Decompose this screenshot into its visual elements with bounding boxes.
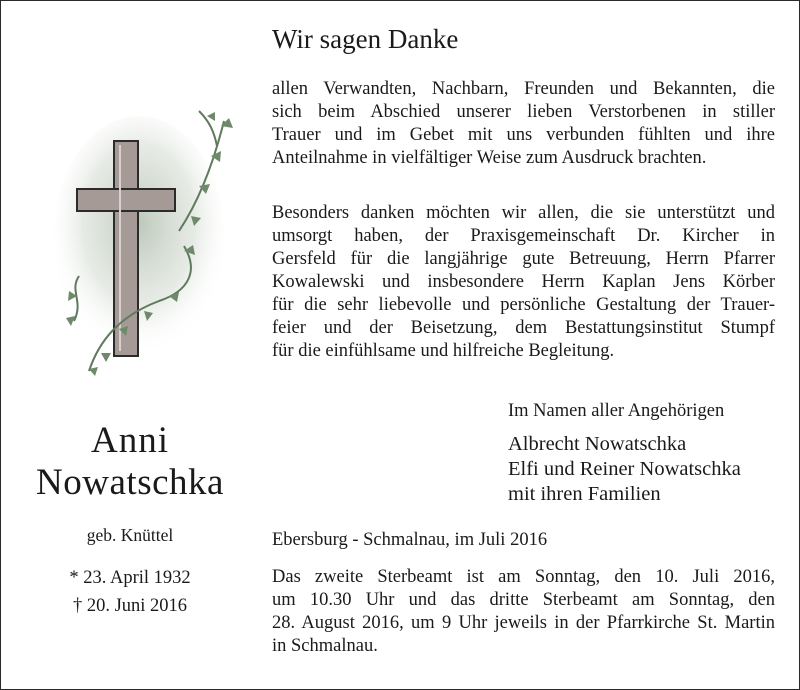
death-date: † 20. Juni 2016 — [72, 596, 188, 616]
paragraph-line: Kowalewski und insbesondere Herrn Kaplan Jens Körber — [272, 272, 775, 292]
place-date: Ebersburg - Schmalnau, im Juli 2016 — [272, 530, 548, 550]
paragraph-special-thanks — [272, 202, 775, 363]
heading: Wir sagen Danke — [272, 24, 459, 54]
paragraph-line: in Schmalnau. — [272, 636, 378, 656]
paragraph-line: umsorgt haben, der Praxisgemeinschaft Dr. Kircher in — [272, 226, 775, 246]
paragraph-line: Gersfeld für die langjährige gute Betreuung, Herrn Pfarrer — [272, 249, 775, 269]
paragraph-line: sich beim Abschied unserer lieben Verstorbenen in stiller — [272, 102, 775, 122]
deceased-first-name: Anni — [91, 420, 169, 461]
signatory: Albrecht Nowatschka — [508, 433, 687, 455]
paragraph-line: Anteilnahme in vielfältiger Weise zum Ausdruck brachten. — [272, 148, 707, 168]
paragraph-thanks — [272, 78, 775, 170]
cross-with-ivy-illustration — [49, 101, 259, 386]
paragraph-line: für die sehr liebevolle und persönliche Gestaltung der Trauer- — [272, 295, 775, 315]
signatory: Elfi und Reiner Nowatschka — [508, 458, 741, 480]
paragraph-line: 28. August 2016, um 9 Uhr jeweils in der Pfarrkirche St. Martin — [272, 613, 775, 633]
signatories — [508, 432, 741, 507]
signatory: mit ihren Familien — [508, 483, 661, 505]
paragraph-line: um 10.30 Uhr und das dritte Sterbeamt am Sonntag, den — [272, 590, 775, 610]
paragraph-line: allen Verwandten, Nachbarn, Freunden und Bekannten, die — [272, 79, 775, 99]
birth-date: * 23. April 1932 — [69, 568, 191, 588]
maiden-name: geb. Knüttel — [86, 525, 174, 545]
signature-intro: Im Namen aller Angehörigen — [508, 401, 725, 421]
deceased-last-name: Nowatschka — [36, 462, 224, 503]
paragraph-line: feier und der Beisetzung, dem Bestattungsinstitut Stumpf — [272, 318, 775, 338]
paragraph-line: Besonders danken möchten wir allen, die sie unterstützt und — [272, 203, 775, 223]
paragraph-line: Das zweite Sterbeamt ist am Sonntag, den 10. Juli 2016, — [272, 567, 775, 587]
paragraph-services — [272, 566, 775, 658]
paragraph-line: für die einfühlsame und hilfreiche Begleitung. — [272, 341, 615, 361]
paragraph-line: Trauer und im Gebet mit uns verbunden fühlten und ihre — [272, 125, 775, 145]
